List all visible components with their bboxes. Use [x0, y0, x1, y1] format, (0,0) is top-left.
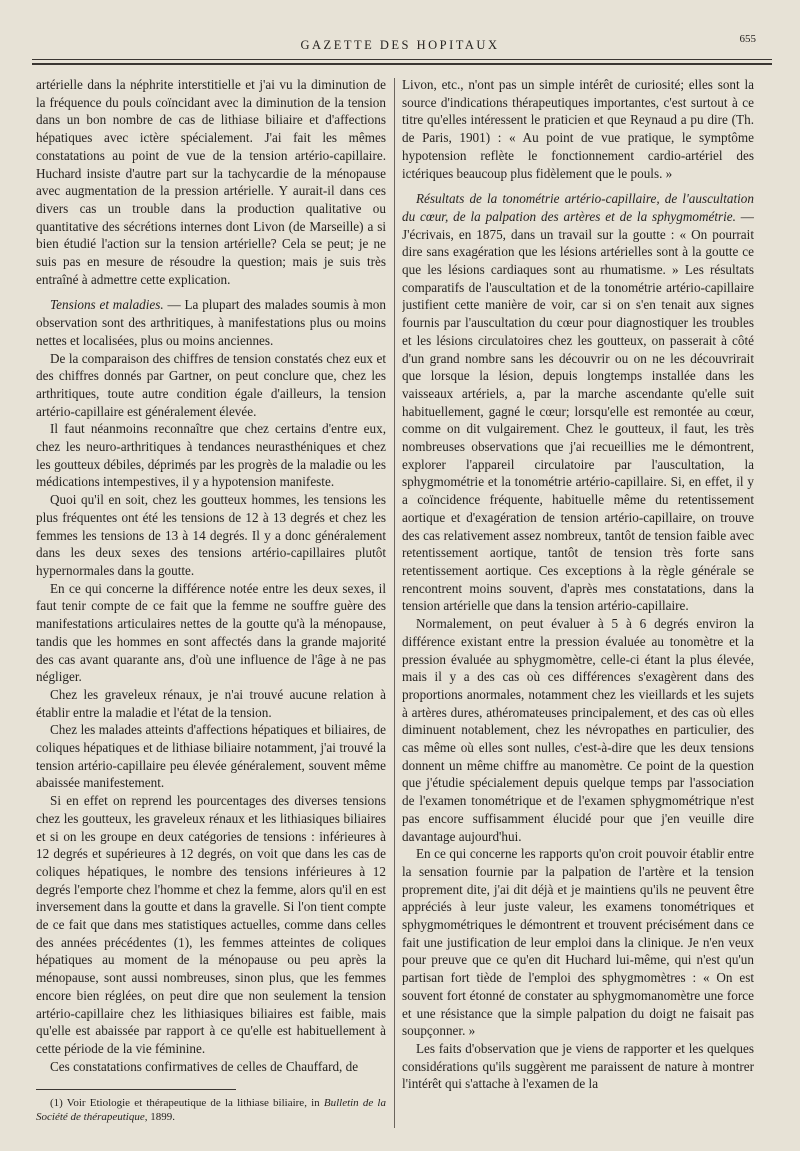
left-paragraph-1: artérielle dans la néphrite interstitielle et j'ai vu la diminution de la fréquence du pouls coïncidant avec la diminution de la tension dans un bon nombre de cas de lithiase biliaire et d'affections hépatiques avec ictère spécialement. J'ai fait les mêmes constatations au point de vue de la tension artério-capillaire. Huchard insiste d'autre part sur la tachycardie de la ménopause avec augmentation de la pression artérielle. Y aurait-il dans ces divers cas un trouble dans la production qualitative ou quantitative des sécrétions internes dont Livon (de Marseille) a si bien étudié l'action sur la tension artérielle? Cela se peut; je ne suis pas en mesure de résoudre la question; mais je suis très entraîné à admettre cette explication. [36, 77, 386, 287]
page-number: 655 [739, 33, 756, 45]
left-paragraph-9: Si en effet on reprend les pourcentages des diverses tensions chez les goutteux, les graveleux rénaux et les lithiasiques biliaires et si on les groupe en deux catégories de tensions : inférieures à 12 degrés et supérieures à 12 degrés, on voit que dans les cas de coliques hépatiques, le nombre des tensions inférieures à 12 degrés l'emporte chez l'homme et chez la femme, alors qu'il en est inversement dans la goutte et dans la gravelle. Si l'on tient compte de ce fait que dans mes statistiques actuelles, comme dans celles des années précédentes (1), les femmes atteintes de coliques hépatiques au moment de la ménopause ou peu après la ménopause, sont aussi nombreuses, sinon plus, que les femmes encore bien réglées, on peut dire que non seulement la tension artério-capillaire chez les lithiasiques biliaires est faible, mais qu'elle est abaissée par rapport à ce qu'elle est habituellement à cette période de la vie féminine. [36, 793, 386, 1056]
left-paragraph-10: Ces constatations confirmatives de celles de Chauffard, de [50, 1058, 359, 1074]
footnote-journal: Bulletin de la Société de thérapeutique [36, 1097, 386, 1124]
right-paragraph-2-text: — J'écrivais, en 1875, dans un travail sur la goutte : « On pourrait dire sans exagération que les lésions artérielles sont à la goutte ce que les lésions cardiaques sont au rhumatisme. » Les résultats comparatifs de l'auscultation et de la tonométrie artério-capillaire justifient cette manière de voir, car si on s'en tenait aux signes fournis par l'auscultation du cœur pour diagnostiquer les troubles et les lésions circulatoires chez les goutteux, on passerait à côté d'un grand nombre sans les découvrir ou on ne les découvrirait que lorsque la lésion, depuis longtemps installée dans les vaisseaux artériels, a, par la marche ascendante qu'elle suit habituellement, gagné le cœur; lorsqu'elle est remontée au cœur, comme on dit vulgairement. Chez le goutteux, il faut, les très nombreuses observations que j'ai recueillies me le démontrent, explorer l'appareil circulatoire par l'auscultation, la sphygmométrie et la tonométrie artério-capillaire. Si, en effet, il y a coïncidence fréquente, habituelle même du retentissement aortique et d'exagération de tension artério-capillaire, on trouve des cas relativement assez nombreux, tantôt de tension faible avec retentissement aortique, tantôt de tension très forte sans retentissement aortique. Ces exceptions à la règle générale se rencontrent moins souvent, d'après mes constatations, dans la tension artérielle que dans la tension artério-capillaire. [402, 208, 754, 614]
right-paragraph-2 [402, 190, 754, 615]
section-heading-resultats: Résultats de la tonométrie artério-capillaire, de l'auscultation du cœur, de la palpation des artères et de la sphygmométrie. [402, 191, 754, 224]
right-paragraph-1: Livon, etc., n'ont pas un simple intérêt de curiosité; elles sont la source d'indications thérapeutiques importantes, c'est surtout à ce titre qu'elles intéressent le praticien et que Reynaud a pu dire (Th. de Paris, 1901) : « Au point de vue pratique, le symptôme hypotension reflète le fonctionnement cardio-artériel des ictériques beaucoup plus fidèlement que le pouls. » [402, 77, 754, 181]
left-paragraph-2 [36, 296, 386, 349]
section-heading-tensions: Tensions et maladies. [50, 297, 164, 313]
footnote [36, 1096, 386, 1124]
running-title: GAZETTE DES HOPITAUX [300, 38, 500, 52]
right-paragraph-3: Normalement, on peut évaluer à 5 à 6 degrés environ la différence existant entre la pression évaluée au tonomètre et la pression évaluée au sphygmomètre, celle-ci étant la plus élevée, mais il y a des cas où ces différences s'exagèrent dans des proportions anormales, notamment chez les vieillards et les sujets à artères dures, athéromateuses principalement, et des cas où elles diminuent notablement, chez les névropathes en particulier, des cas même où elles sont nulles, c'est-à-dire que les deux tensions donnent un même chiffre au manomètre. Ce point de la question que j'étudie spécialement depuis quelque temps par l'association de l'examen tonométrique et de l'examen sphygmométrique n'est pas encore suffisamment élucidé pour que j'en veuille dire davantage aujourd'hui. [402, 616, 754, 844]
left-paragraph-6: En ce qui concerne la différence notée entre les deux sexes, il faut tenir compte de ce fait que la femme ne souffre guère des manifestations articulaires nettes de la goutte qu'à la ménopause, tandis que les hommes en sont affectés dans la grande majorité des cas avant quarante ans, d'où une influence de l'âge à ne pas négliger. [36, 580, 386, 685]
right-column [402, 76, 754, 1127]
column-separator [394, 78, 395, 1128]
footnote-end: , 1899. [144, 1111, 175, 1124]
left-paragraph-4: Il faut néanmoins reconnaître que chez certains d'entre eux, chez les neuro-arthritiques à tendances neurasthéniques et chez les goutteux débiles, déprimés par les progrès de la maladie ou les médications intempestives, il y a hypotension manifeste. [36, 421, 386, 490]
right-paragraph-5: Les faits d'observation que je viens de rapporter et les quelques considérations qu'ils suggèrent me paraissent de nature à montrer l'intérêt qui s'attache à l'examen de la [402, 1040, 754, 1092]
left-column [36, 76, 386, 1127]
right-paragraph-4: En ce qui concerne les rapports qu'on croit pouvoir établir entre la sensation fournie par la palpation de l'artère et la tension proprement dite, j'ai dit déjà et je maintiens qu'ils ne peuvent être appréciés à leur juste valeur, les examens tonométriques et sphygmométriques le démontrent et trouvent précisément dans ce fait une justification de leur emploi dans la clinique. Je n'en veux pour preuve que ce qu'en dit Huchard lui-même, qui n'est qu'un partisan fort tiède de l'emploi des sphygmomètres : « On est souvent fort étonné de constater au sphygmomanomètre une force et une résistance que la simple palpation du doigt ne faisait pas soupçonner. » [402, 846, 754, 1039]
left-paragraph-2-text: — La plupart des malades soumis à mon observation sont des arthritiques, à manifestations plus ou moins nettes et localisées, plus ou moins anciennes. [36, 297, 386, 348]
footnote-text: (1) Voir Etiologie et thérapeutique de la lithiase biliaire, in [50, 1097, 324, 1110]
left-paragraph-3: De la comparaison des chiffres de tension constatés chez eux et des chiffres donnés par Gartner, on peut conclure que, chez les arthritiques, toute autre condition égale d'ailleurs, la tension artério-capillaire est généralement élevée. [36, 350, 386, 419]
left-paragraph-5: Quoi qu'il en soit, chez les goutteux hommes, les tensions les plus fréquentes ont été les tensions de 12 à 13 degrés et chez les femmes les tensions de 13 à 14 degrés. Il y a donc généralement dans les deux sexes des tensions artério-capillaires plutôt hypernormales dans la goutte. [36, 492, 386, 578]
left-paragraph-8: Chez les malades atteints d'affections hépatiques et biliaires, de coliques hépatiques et de lithiase biliaire notamment, j'ai trouvé la tension artério-capillaire peu élevée généralement, souvent même abaissée manifestement. [36, 722, 386, 791]
header-rule-thin [32, 59, 772, 60]
left-paragraph-7: Chez les graveleux rénaux, je n'ai trouvé aucune relation à établir entre la maladie et l'état de la tension. [36, 686, 386, 720]
header-rule-thick [32, 63, 772, 65]
footnote-rule [36, 1089, 236, 1090]
